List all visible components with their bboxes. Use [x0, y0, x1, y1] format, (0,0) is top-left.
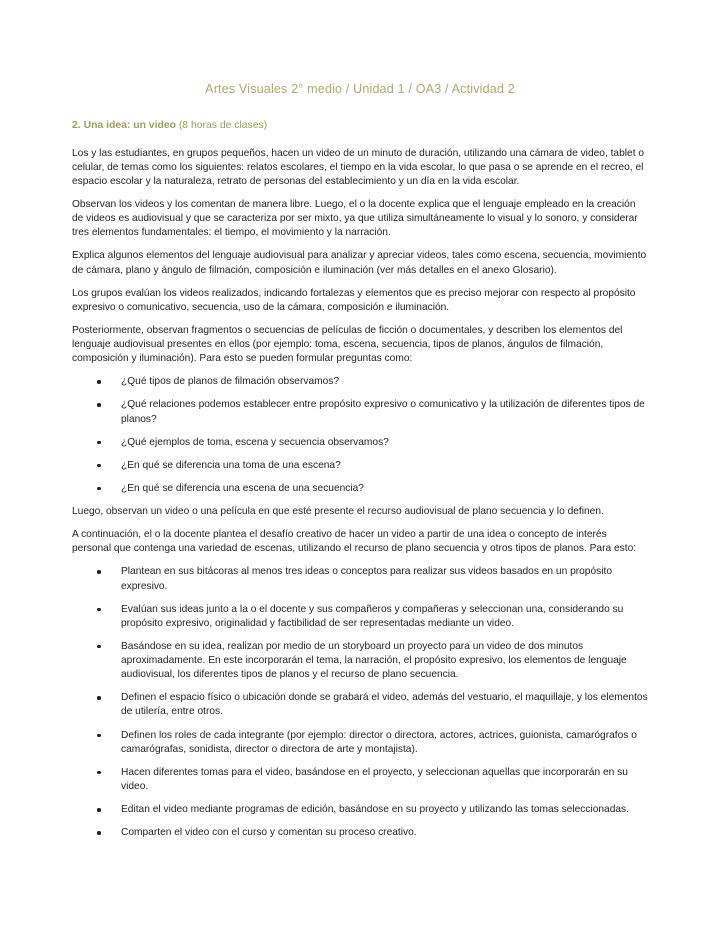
list-item: Definen el espacio físico o ubicación donde se grabará el video, además del vestuario, el maquillaje, y los elementos de utilería, entre otros. — [72, 691, 648, 719]
question-list — [72, 375, 648, 496]
paragraph: Luego, observan un video o una película en que esté presente el recurso audiovisual de plano secuencia y lo definen. — [72, 506, 604, 517]
list-item: Plantean en sus bitácoras al menos tres ideas o conceptos para realizar sus videos basados en un propósito expresivo. — [72, 565, 648, 593]
section-number: 2. — [72, 120, 81, 132]
paragraph: Observan los videos y los comentan de manera libre. Luego, el o la docente explica que el lenguaje empleado en la creación de videos es audiovisual y que se caracteriza por ser mixto, ya que utiliza simultáneamente lo visual y lo sonoro, y considerar tres elementos fundamentales: el tiempo, el movimiento y la narración. — [72, 199, 638, 239]
list-item: ¿Qué ejemplos de toma, escena y secuencia observamos? — [72, 436, 648, 450]
section-hours: (8 horas de clases) — [178, 120, 268, 132]
list-item: Comparten el video con el curso y comentan su proceso creativo. — [72, 826, 648, 840]
list-item: Evalúan sus ideas junto a la o el docente y sus compañeros y compañeras y seleccionan una, considerando su propósito expresivo, originalidad y factibilidad de ser representadas mediante un video. — [72, 603, 648, 631]
section-heading — [72, 119, 648, 133]
list-item: ¿Qué tipos de planos de filmación observamos? — [72, 375, 648, 389]
list-item: Editan el video mediante programas de edición, basándose en su proyecto y utilizando las tomas seleccionadas. — [72, 803, 648, 817]
list-item: Basándose en su idea, realizan por medio de un storyboard un proyecto para un video de dos minutos aproximadamente. En este incorporarán el tema, la narración, el propósito expresivo, los elementos de lenguaje audiovisual, los diferentes tipos de planos y el recurso de plano secuencia. — [72, 640, 648, 682]
list-item: ¿Qué relaciones podemos establecer entre propósito expresivo o comunicativo y la utilización de diferentes tipos de planos? — [72, 398, 648, 426]
breadcrumb: Artes Visuales 2° medio / Unidad 1 / OA3 / Actividad 2 — [205, 82, 515, 96]
paragraph: Los grupos evalúan los videos realizados, indicando fortalezas y elementos que es preciso mejorar con respecto al propósito expresivo o comunicativo, secuencia, uso de la cámara, composición e iluminación. — [72, 287, 636, 313]
paragraph: Explica algunos elementos del lenguaje audiovisual para analizar y apreciar videos, tales como escena, secuencia, movimiento de cámara, plano y ángulo de filmación, composición e iluminación (ver más detalles en el anexo Glosario). — [72, 250, 647, 276]
paragraph: Los y las estudiantes, en grupos pequeños, hacen un video de un minuto de duración, utilizando una cámara de video, tablet o celular, de temas como los siguientes: relatos escolares, el tiempo en la vida escolar, lo que pasa o se aprende en el recreo, el espacio escolar y la naturaleza, retrato de personas del establecimiento y un día en la vida escolar. — [72, 147, 645, 187]
paragraph: Posteriormente, observan fragmentos o secuencias de películas de ficción o documentales, y describen los elementos del lenguaje audiovisual presentes en ellos (por ejemplo: toma, escena, secuencia, tipos de planos, ángulos de filmación, composición y iluminación). Para esto se pueden formular preguntas como: — [72, 324, 623, 365]
paragraph: A continuación, el o la docente plantea el desafío creativo de hacer un video a partir de una idea o concepto de interés personal que contenga una variedad de escenas, utilizando el recurso de plano secuencia y otros tipos de planos. Para esto: — [72, 529, 637, 555]
list-item: Definen los roles de cada integrante (por ejemplo: director o directora, actores, actrices, guionista, camarógrafos o camarógrafas, sonidista, director o directora de arte y montajista). — [72, 729, 648, 757]
section-title: Una idea: un video — [83, 120, 176, 132]
list-item: Hacen diferentes tomas para el video, basándose en el proyecto, y seleccionan aquellas que incorporarán en su video. — [72, 766, 648, 794]
task-list — [72, 565, 648, 840]
document-body — [72, 147, 648, 841]
list-item: ¿En qué se diferencia una escena de una secuencia? — [72, 482, 648, 496]
list-item: ¿En qué se diferencia una toma de una escena? — [72, 459, 648, 473]
